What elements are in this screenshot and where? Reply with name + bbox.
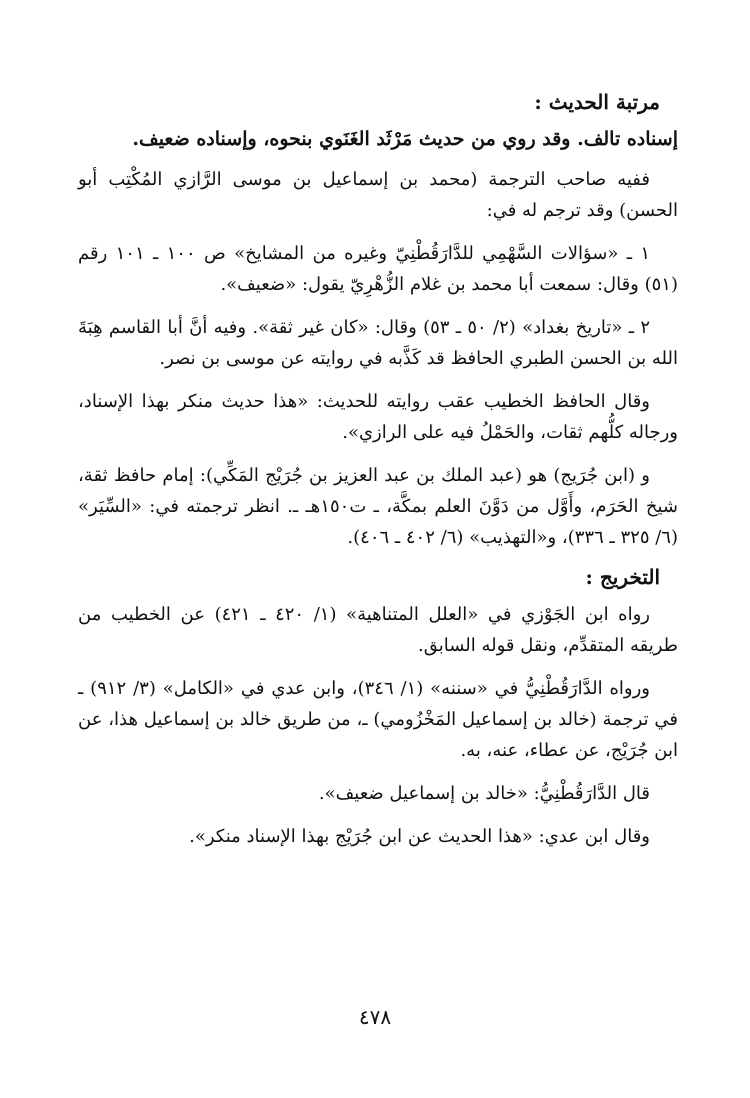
- paragraph-khatib: وقال الحافظ الخطيب عقب روايته للحديث: «هذا حديث منكر بهذا الإسناد، ورجاله كلُّهم ثقات، والحَمْلُ فيه على الرازي».: [78, 391, 678, 443]
- paragraph-source-2: ٢ ـ «تاريخ بغداد» (٢/ ٥٠ ـ ٥٣) وقال: «كان غير ثقة». وفيه أنَّ أبا القاسم هِبَةَ الله بن الحسن الطبري الحافظ قد كَذَّبه في روايته عن موسى بن نصر.: [78, 317, 678, 369]
- section-heading-takhrij: التخريج :: [585, 565, 660, 589]
- verdict-line: إسناده تالف. وقد روي من حديث مَرْثَد الغَنَوي بنحوه، وإسناده ضعيف.: [132, 128, 678, 150]
- paragraph-source-1: ١ ـ «سؤالات السَّهْمِي للدَّارَقُطْنِيّ وغيره من المشايخ» ص ١٠٠ ـ ١٠١ رقم (٥١) وقال: سمعت أبا محمد بن غلام الزُّهْرِيّ يقول: «ضعيف».: [78, 243, 678, 295]
- paragraph-ibn-jawzi: رواه ابن الجَوْزي في «العلل المتناهية» (١/ ٤٢٠ ـ ٤٢١) عن الخطيب من طريقه المتقدِّم، ونقل قوله السابق.: [78, 604, 678, 656]
- paragraph-daraqutni-quote: قال الدَّارَقُطْنِيُّ: «خالد بن إسماعيل ضعيف».: [318, 783, 650, 804]
- document-body: [78, 90, 678, 864]
- paragraph-ibn-jurayj: و (ابن جُرَيج) هو (عبد الملك بن عبد العزيز بن جُرَيْج المَكِّي): إمام حافظ ثقة، شيخ الحَرَم، وأَوَّل من دَوَّنَ العلم بمكَّة، ـ ت١٥٠هـ ـ. انظر ترجمته في: «السِّيَر» (٦/ ٣٢٥ ـ ٣٣٦)، و«التهذيب» (٦/ ٤٠٢ ـ ٤٠٦).: [78, 465, 678, 548]
- paragraph-ibn-adi-quote: وقال ابن عدي: «هذا الحديث عن ابن جُرَيْج بهذا الإسناد منكر».: [189, 826, 650, 847]
- page-number: ٤٧٨: [358, 1005, 392, 1029]
- paragraph-daraqutni: ورواه الدَّارَقُطْنِيُّ في «سننه» (١/ ٣٤٦)، وابن عدي في «الكامل» (٣/ ٩١٢) ـ في ترجمة (خالد بن إسماعيل المَخْزُومي) ـ، من طريق خالد بن إسماعيل هذا، عن ابن جُرَيْج، عن عطاء، عنه، به.: [78, 678, 678, 761]
- paragraph-narrator: ففيه صاحب الترجمة (محمد بن إسماعيل بن موسى الرَّازي المُكْتِب أبو الحسن) وقد ترجم له في:: [78, 169, 678, 221]
- section-heading-hadith-rank: مرتبة الحديث :: [534, 90, 660, 114]
